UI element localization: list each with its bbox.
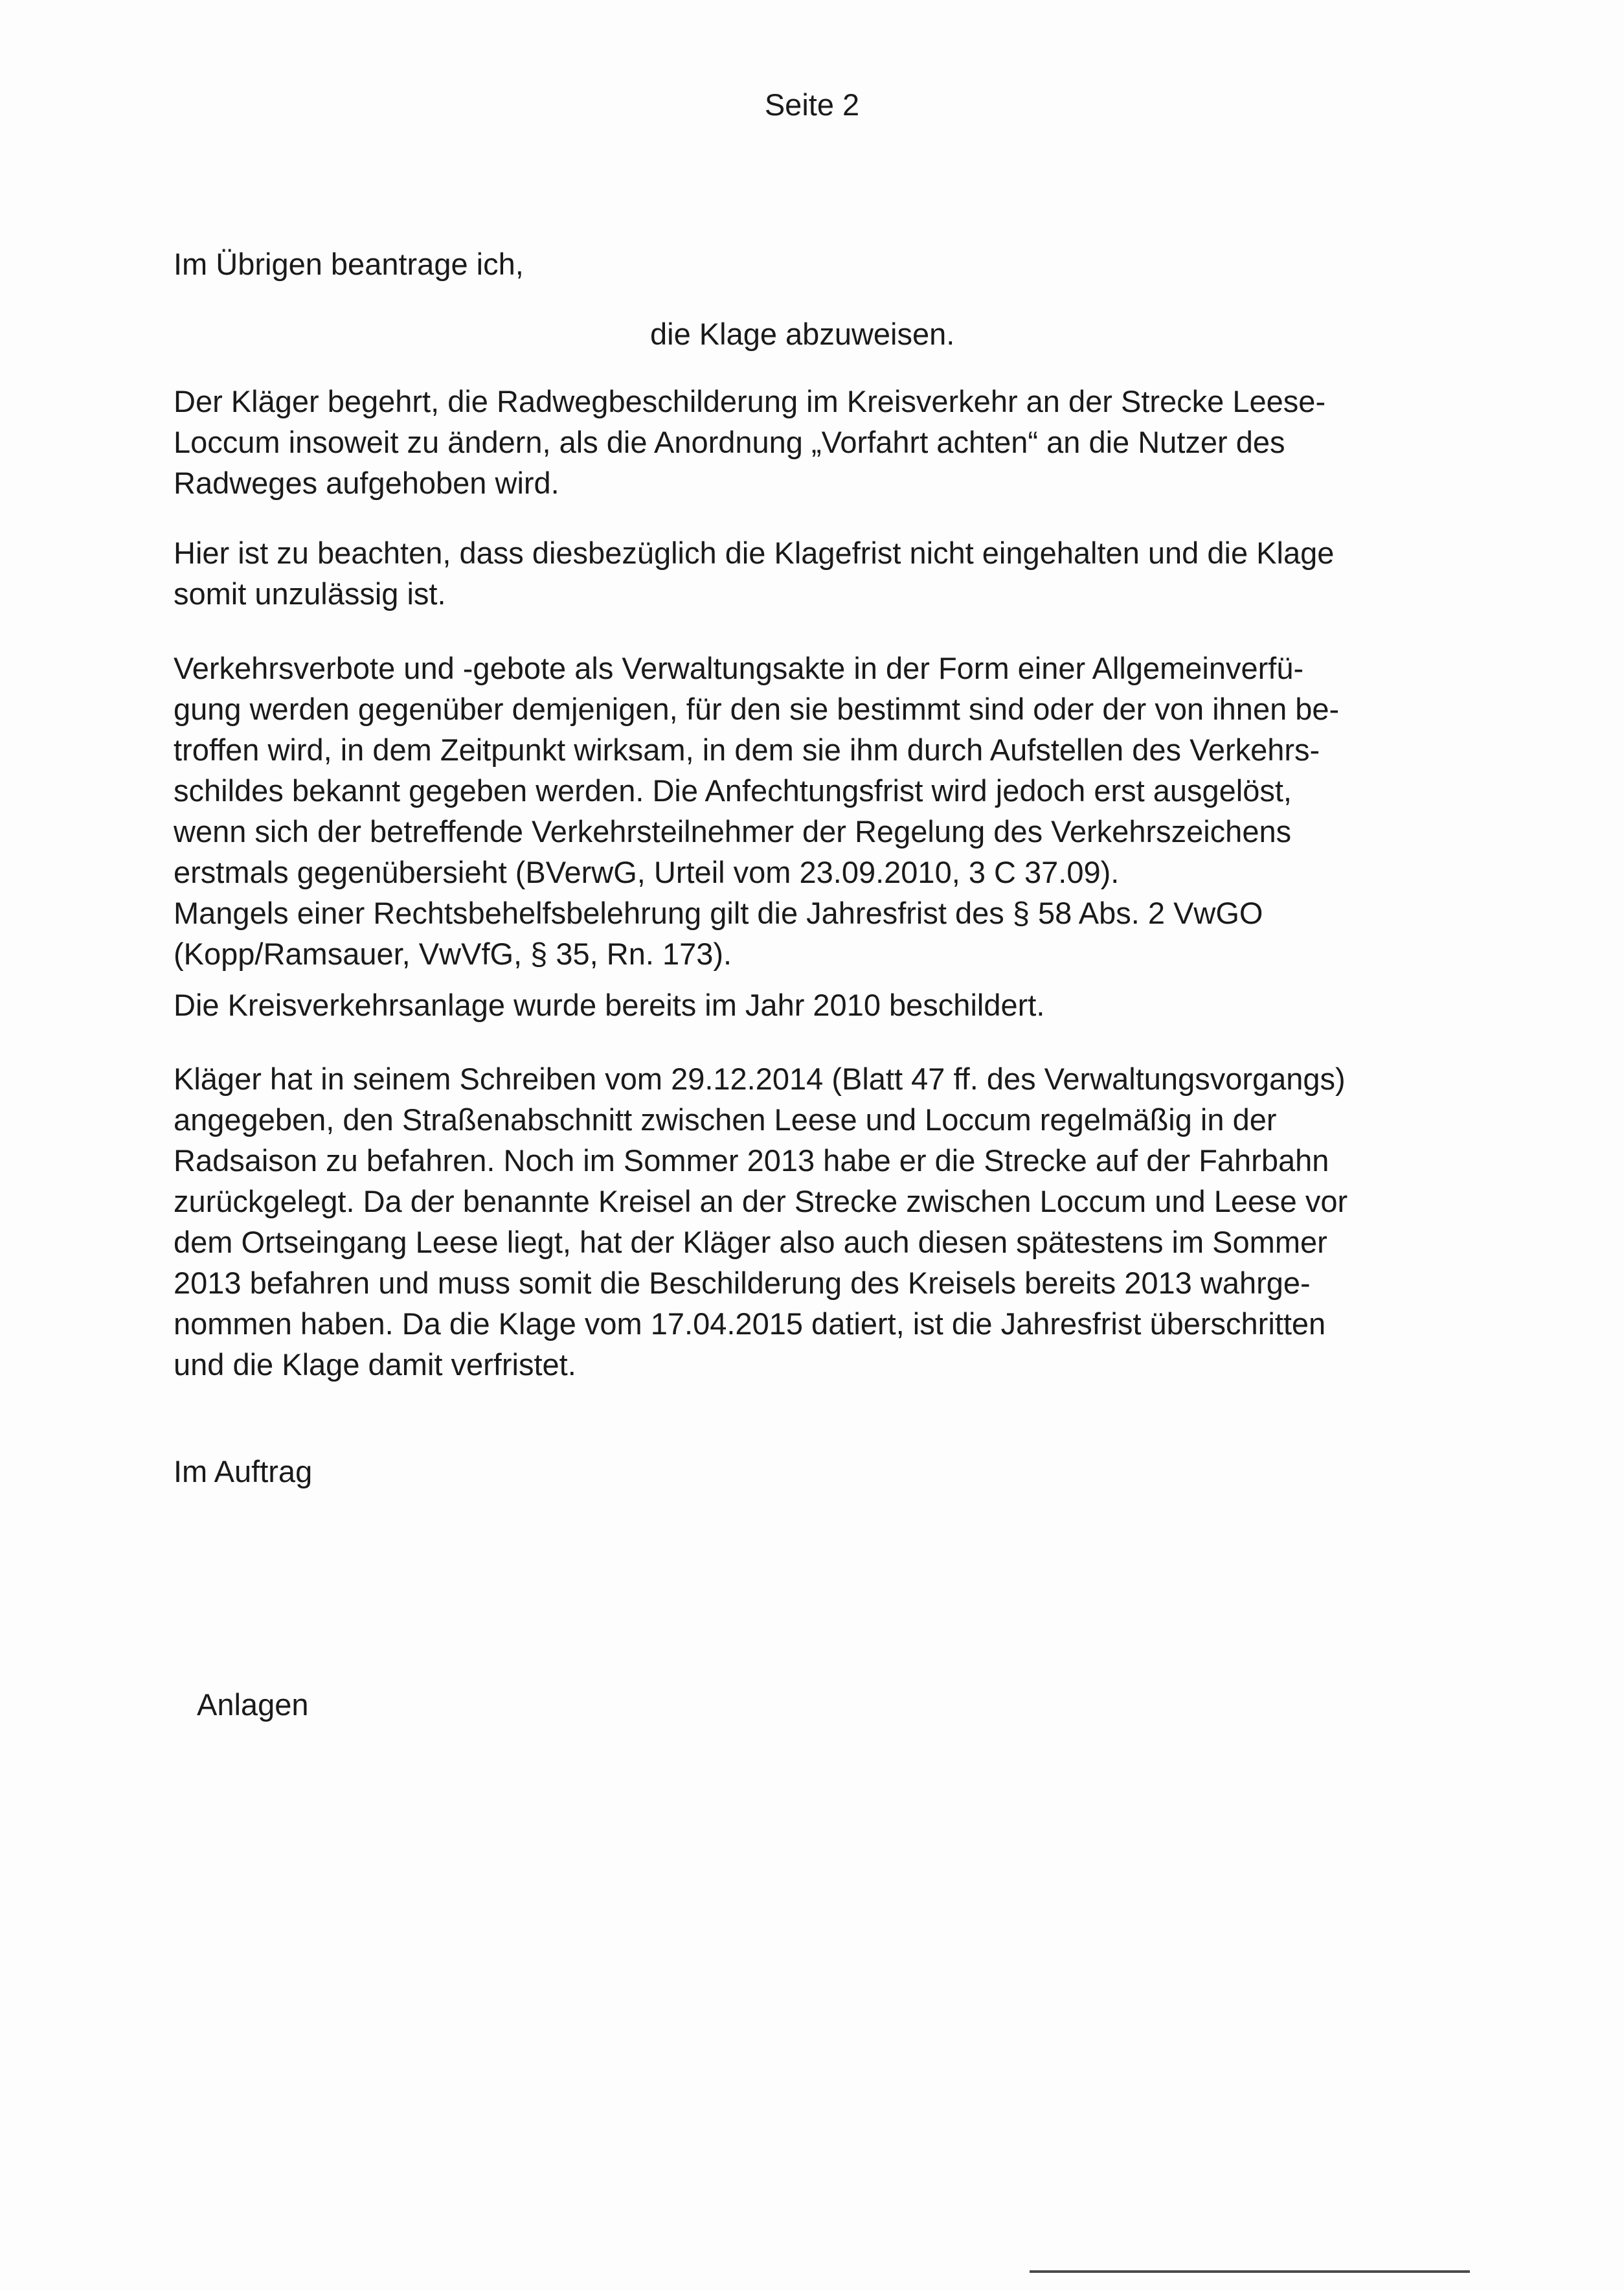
attachments-label: Anlagen: [197, 1687, 309, 1722]
paragraph-line: troffen wird, in dem Zeitpunkt wirksam, in dem sie ihm durch Aufstellen des Verkehrs-: [174, 733, 1320, 767]
paragraph-line: somit unzulässig ist.: [174, 576, 446, 611]
paragraph-line: 2013 befahren und muss somit die Beschilderung des Kreisels bereits 2013 wahrge-: [174, 1266, 1311, 1300]
paragraph-line: Radweges aufgehoben wird.: [174, 466, 559, 500]
paragraph-line: nommen haben. Da die Klage vom 17.04.2015 datiert, ist die Jahresfrist überschritten: [174, 1306, 1326, 1341]
paragraph-line: Die Kreisverkehrsanlage wurde bereits im Jahr 2010 beschildert.: [174, 988, 1045, 1022]
paragraph-line: Loccum insoweit zu ändern, als die Anordnung „Vorfahrt achten“ an die Nutzer des: [174, 425, 1285, 459]
signoff-text: Im Auftrag: [174, 1454, 313, 1488]
footer-divider: [1030, 2270, 1470, 2273]
paragraph-legal-basis: [174, 648, 1443, 974]
paragraph-claim: [174, 381, 1443, 503]
intro-line: Im Übrigen beantrage ich,: [174, 247, 524, 281]
paragraph-line: Der Kläger begehrt, die Radwegbeschilderung im Kreisverkehr an der Strecke Leese-: [174, 384, 1326, 418]
paragraph-signage-date: [174, 985, 1443, 1025]
paragraph-line: Radsaison zu befahren. Noch im Sommer 2013 habe er die Strecke auf der Fahrbahn: [174, 1143, 1329, 1178]
paragraph-admissibility: [174, 532, 1443, 614]
paragraph-conclusion: [174, 1058, 1443, 1385]
page-number: Seite 2: [764, 87, 860, 122]
paragraph-line: angegeben, den Straßenabschnitt zwischen Leese und Loccum regelmäßig in der: [174, 1102, 1277, 1137]
paragraph-line: Kläger hat in seinem Schreiben vom 29.12.2014 (Blatt 47 ff. des Verwaltungsvorgangs): [174, 1062, 1346, 1096]
attachments-block: [197, 1684, 1466, 1725]
signoff-block: [174, 1451, 1443, 1492]
paragraph-line: schildes bekannt gegeben werden. Die Anfechtungsfrist wird jedoch erst ausgelöst,: [174, 773, 1292, 808]
paragraph-line: Verkehrsverbote und -gebote als Verwaltungsakte in der Form einer Allgemeinverfü-: [174, 651, 1304, 685]
paragraph-line: wenn sich der betreffende Verkehrsteilnehmer der Regelung des Verkehrszeichens: [174, 814, 1292, 849]
paragraph-line: (Kopp/Ramsauer, VwVfG, § 35, Rn. 173).: [174, 937, 732, 971]
paragraph-line: erstmals gegenübersieht (BVerwG, Urteil vom 23.09.2010, 3 C 37.09).: [174, 855, 1120, 889]
paragraph-line: und die Klage damit verfristet.: [174, 1347, 576, 1382]
motion-line: die Klage abzuweisen.: [650, 317, 955, 351]
paragraph-line: dem Ortseingang Leese liegt, hat der Kläger also auch diesen spätestens im Sommer: [174, 1225, 1327, 1259]
intro-line-block: [174, 244, 1443, 284]
paragraph-line: gung werden gegenüber demjenigen, für den sie bestimmt sind oder der von ihnen be-: [174, 692, 1340, 726]
paragraph-line: Mangels einer Rechtsbehelfsbelehrung gilt die Jahresfrist des § 58 Abs. 2 VwGO: [174, 896, 1263, 930]
paragraph-line: zurückgelegt. Da der benannte Kreisel an der Strecke zwischen Loccum und Leese vor: [174, 1184, 1348, 1218]
paragraph-line: Hier ist zu beachten, dass diesbezüglich die Klagefrist nicht eingehalten und die Klage: [174, 536, 1335, 570]
